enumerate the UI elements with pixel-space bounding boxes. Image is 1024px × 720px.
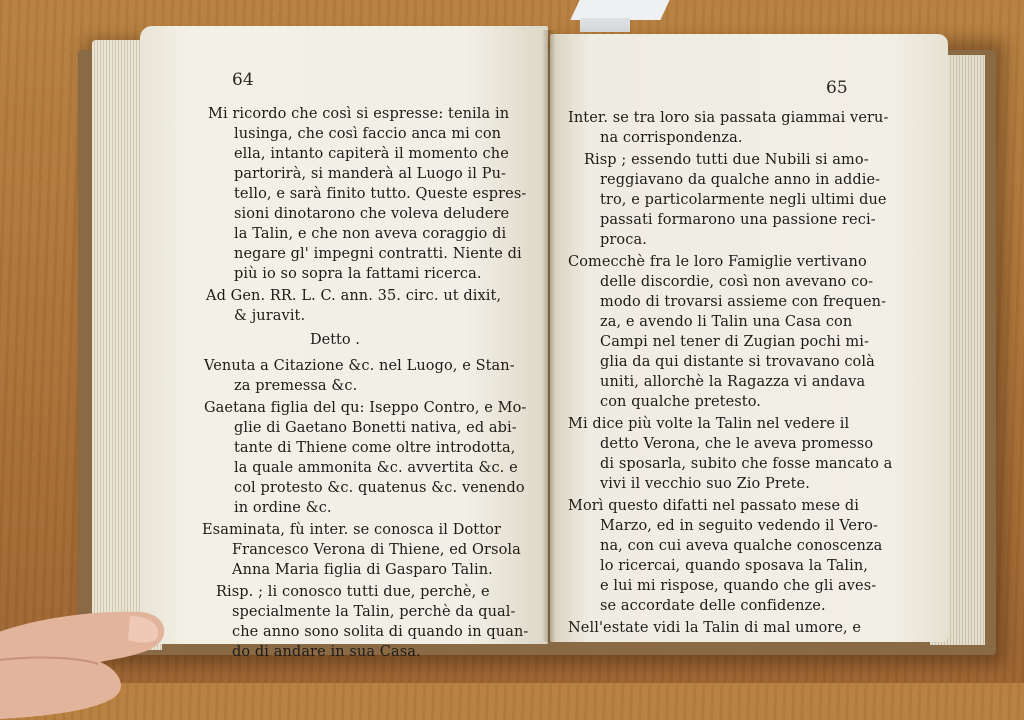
text-line: partorirà, si manderà al Luogo il Pu- bbox=[234, 166, 507, 182]
text-line: ella, intanto capiterà il momento che bbox=[234, 146, 509, 162]
left-page-number: 64 bbox=[232, 70, 254, 90]
text-line: na, con cui aveva qualche conoscenza bbox=[600, 538, 883, 554]
text-line: & juravit. bbox=[234, 308, 306, 324]
text-line: za, e avendo li Talin una Casa con bbox=[600, 314, 853, 330]
text-line: che anno sono solita di quando in quan- bbox=[232, 624, 529, 640]
text-line: Comecchè fra le loro Famiglie vertivano bbox=[568, 254, 867, 270]
text-line: lo ricercai, quando sposava la Talin, bbox=[600, 558, 869, 574]
text-line: e lui mi rispose, quando che gli aves- bbox=[600, 578, 877, 594]
paper-slip-edge bbox=[580, 18, 630, 32]
text-line: la Talin, e che non aveva coraggio di bbox=[234, 226, 507, 242]
text-line: uniti, allorchè la Ragazza vi andava bbox=[600, 374, 866, 390]
text-line: Campi nel tener di Zugian pochi mi- bbox=[600, 334, 870, 350]
text-line: specialmente la Talin, perchè da qual- bbox=[232, 604, 516, 620]
text-line: lusinga, che così faccio anca mi con bbox=[234, 126, 502, 142]
text-line: Anna Maria figlia di Gasparo Talin. bbox=[232, 562, 493, 578]
section-heading: Detto . bbox=[310, 332, 360, 348]
text-line: tro, e particolarmente negli ultimi due bbox=[600, 192, 887, 208]
text-line: tante di Thiene come oltre introdotta, bbox=[234, 440, 516, 456]
text-line: passati formarono una passione reci- bbox=[600, 212, 876, 228]
text-line: do di andare in sua Casa. bbox=[232, 644, 421, 660]
text-line: glia da qui distante si trovavano colà bbox=[600, 354, 875, 370]
text-line: detto Verona, che le aveva promesso bbox=[600, 436, 874, 452]
text-line: in ordine &c. bbox=[234, 500, 332, 516]
text-line: la quale ammonita &c. avvertita &c. e bbox=[234, 460, 518, 476]
text-line: Risp ; essendo tutti due Nubili si amo- bbox=[584, 152, 869, 168]
text-line: Ad Gen. RR. L. C. ann. 35. circ. ut dixit, bbox=[206, 288, 502, 304]
text-line: con qualche pretesto. bbox=[600, 394, 762, 410]
text-line: vivi il vecchio suo Zio Prete. bbox=[600, 476, 810, 492]
text-line: più io so sopra la fattami ricerca. bbox=[234, 266, 482, 282]
text-line: reggiavano da qualche anno in addie- bbox=[600, 172, 881, 188]
text-line: se accordate delle confidenze. bbox=[600, 598, 826, 614]
right-page-number: 65 bbox=[826, 78, 848, 98]
text-line: di sposarla, subito che fosse mancato a bbox=[600, 456, 893, 472]
book-gutter bbox=[542, 30, 556, 642]
paper-slip bbox=[570, 0, 669, 20]
hand-thumb bbox=[0, 600, 185, 720]
text-line: sioni dinotarono che voleva deludere bbox=[234, 206, 510, 222]
text-line: Inter. se tra loro sia passata giammai veru- bbox=[568, 110, 889, 126]
text-line: na corrispondenza. bbox=[600, 130, 743, 146]
text-line: tello, e sarà finito tutto. Queste espres- bbox=[234, 186, 527, 202]
text-line: delle discordie, così non avevano co- bbox=[600, 274, 874, 290]
text-line: negare gl' impegni contratti. Niente di bbox=[234, 246, 522, 262]
text-line: Risp. ; li conosco tutti due, perchè, e bbox=[216, 584, 490, 600]
right-page bbox=[550, 34, 948, 642]
text-line: Gaetana figlia del qu: Iseppo Contro, e Mo- bbox=[204, 400, 527, 416]
text-line: glie di Gaetano Bonetti nativa, ed abi- bbox=[234, 420, 517, 436]
text-line: Marzo, ed in seguito vedendo il Vero- bbox=[600, 518, 878, 534]
text-line: proca. bbox=[600, 232, 647, 248]
left-page bbox=[140, 26, 548, 660]
text-line: Esaminata, fù inter. se conosca il Dottor bbox=[202, 522, 502, 538]
text-line: col protesto &c. quatenus &c. venendo bbox=[234, 480, 525, 496]
text-line: Mi dice più volte la Talin nel vedere il bbox=[568, 416, 850, 432]
text-line: Mi ricordo che così si espresse: tenila in bbox=[208, 106, 510, 122]
text-line: Morì questo difatti nel passato mese di bbox=[568, 498, 859, 514]
text-line: za premessa &c. bbox=[234, 378, 358, 394]
text-line: modo di trovarsi assieme con frequen- bbox=[600, 294, 887, 310]
text-line: Nell'estate vidi la Talin di mal umore, e bbox=[568, 620, 862, 636]
text-line: Venuta a Citazione &c. nel Luogo, e Stan- bbox=[204, 358, 515, 374]
text-line: Francesco Verona di Thiene, ed Orsola bbox=[232, 542, 521, 558]
